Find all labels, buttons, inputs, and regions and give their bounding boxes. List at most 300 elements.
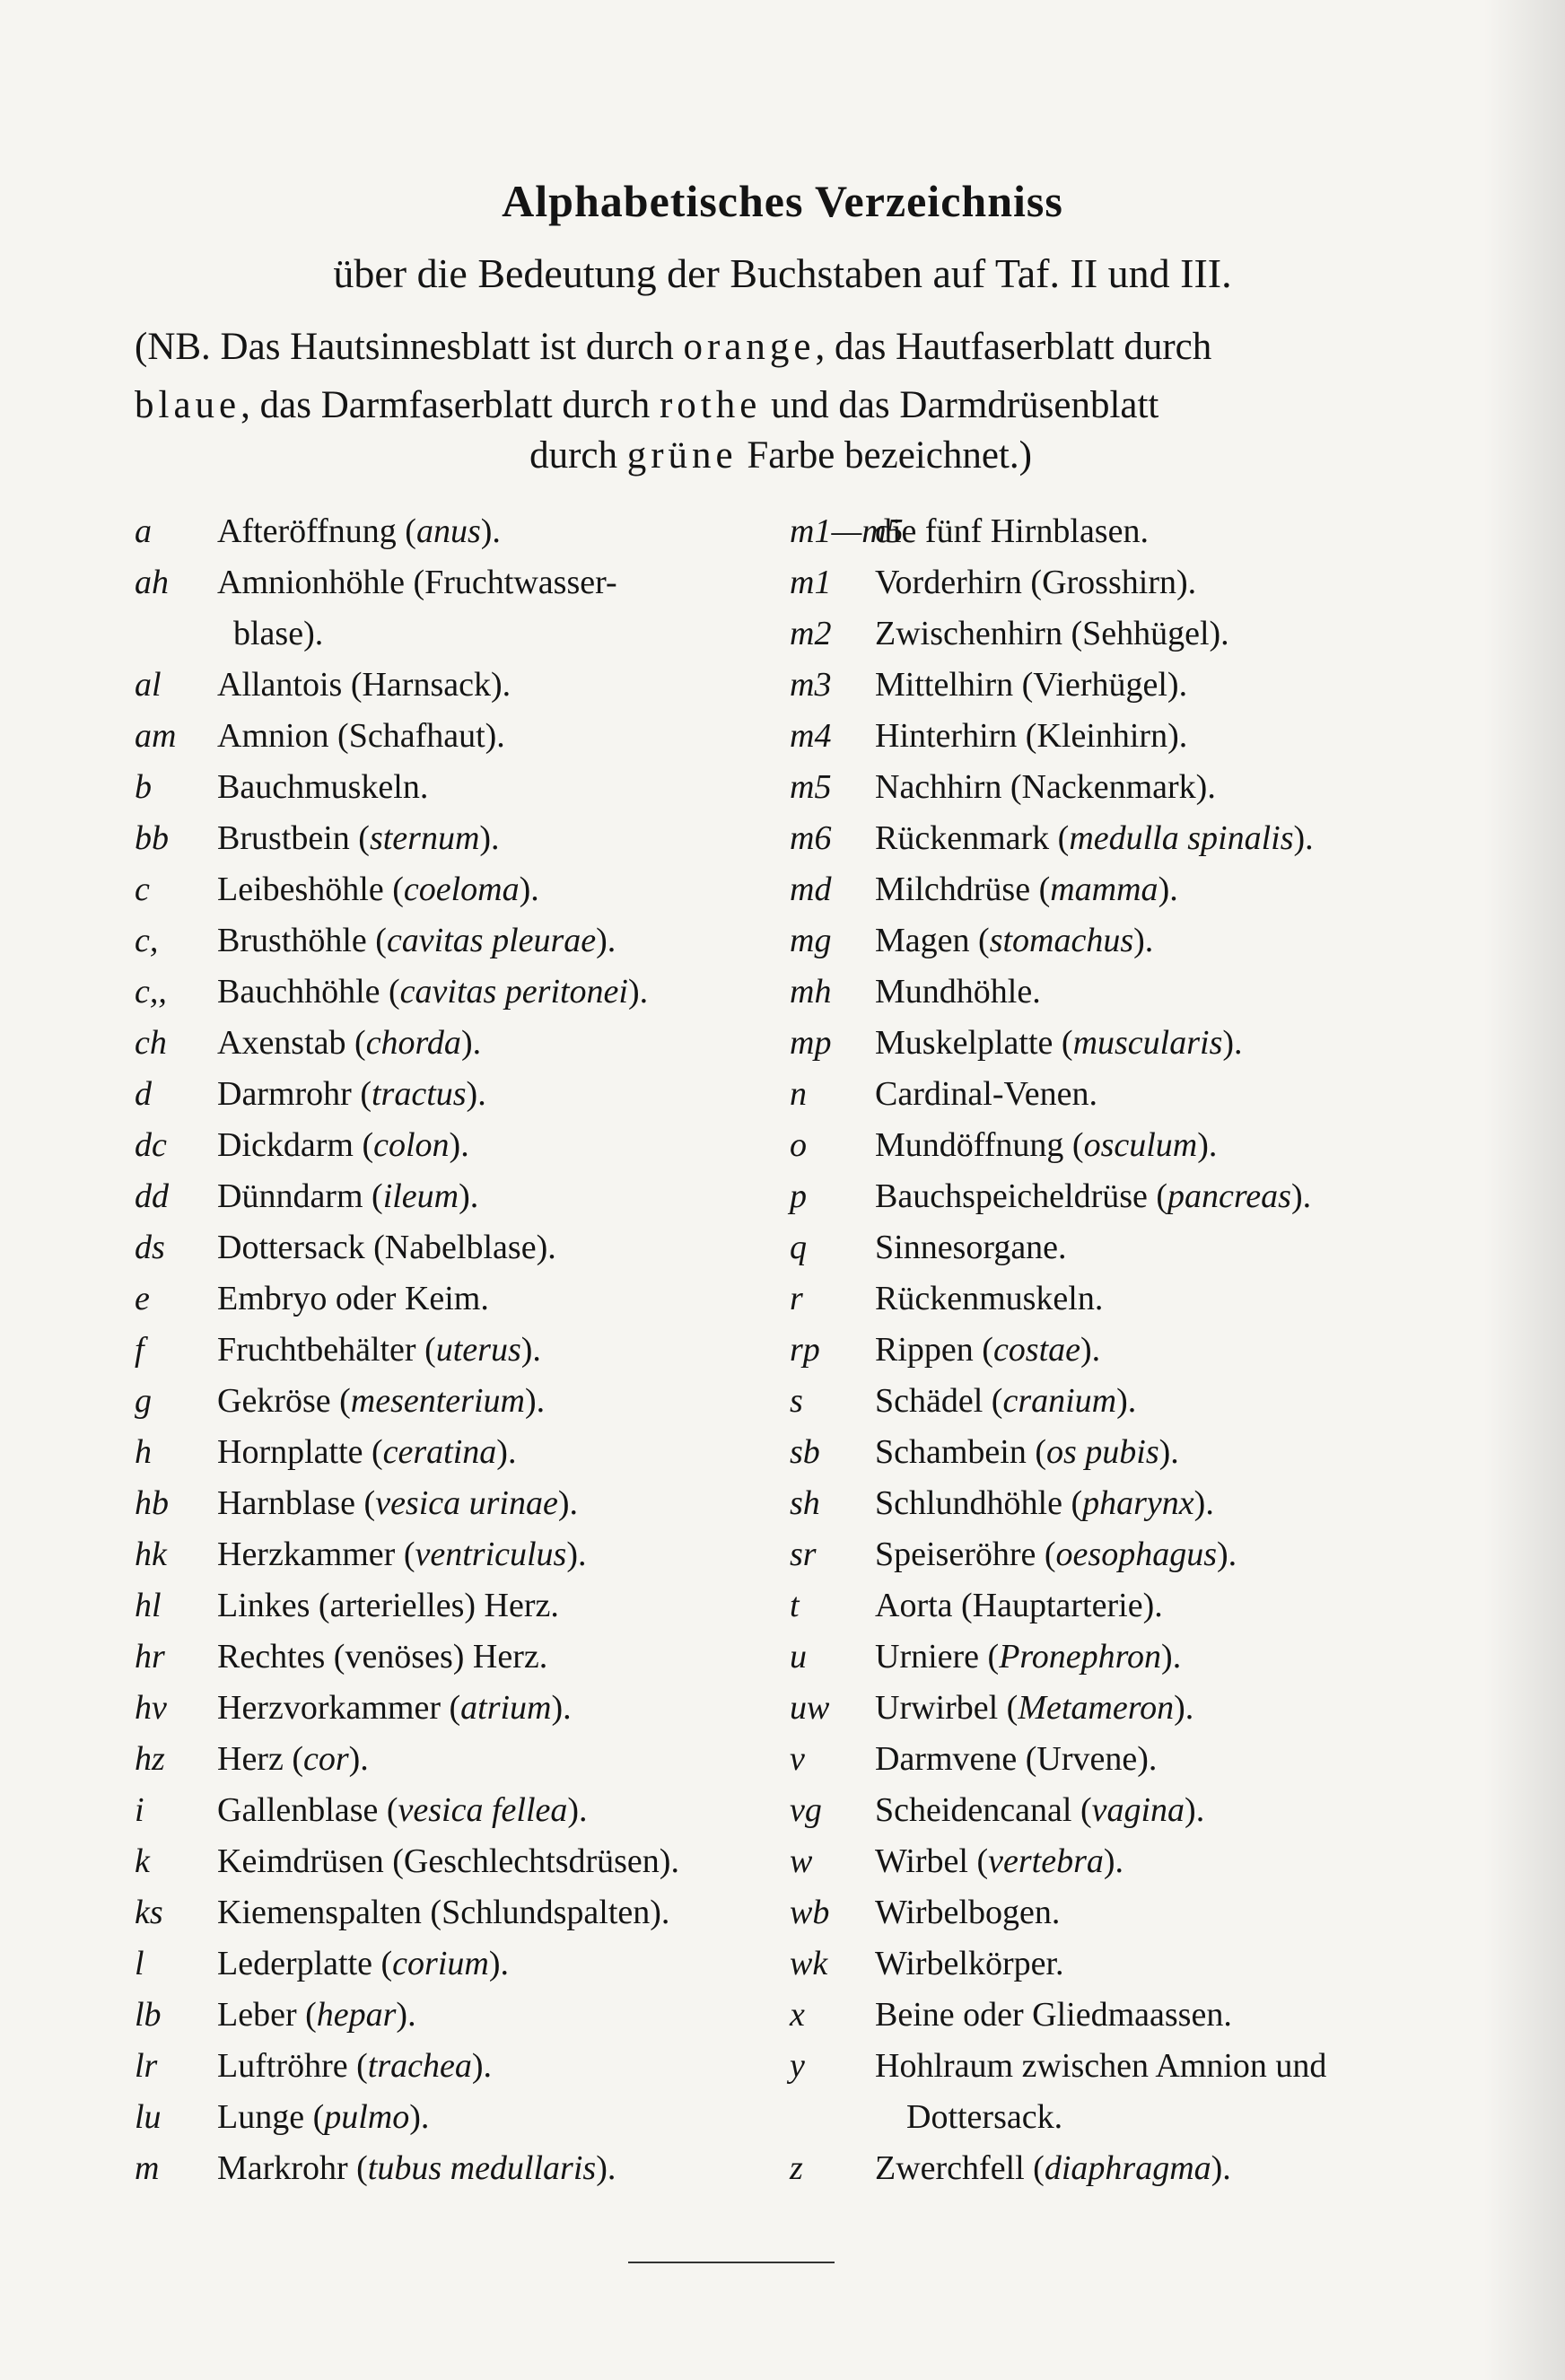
legend-symbol: z <box>790 2149 803 2187</box>
legend-term <box>875 921 1153 960</box>
legend-term <box>217 1177 478 1216</box>
legend-term <box>217 1483 578 1523</box>
legend-term <box>217 1842 679 1881</box>
legend-entry <box>135 1330 781 1381</box>
latin-name: mesenterium <box>350 1382 525 1420</box>
latin-name: vagina <box>1091 1791 1185 1829</box>
latin-name: vesica urinae <box>375 1484 558 1522</box>
latin-name: vesica fellea <box>398 1791 568 1829</box>
legend-term <box>875 1381 1136 1421</box>
term-text: Vorderhirn (Grosshirn). <box>875 564 1197 601</box>
legend-entry <box>135 1535 781 1586</box>
legend-term <box>875 1995 1232 2034</box>
legend-symbol: mp <box>790 1024 832 1062</box>
legend-entry <box>790 1432 1436 1483</box>
legend-entry <box>135 818 781 870</box>
latin-name: costae <box>992 1331 1081 1369</box>
legend-entry <box>790 1177 1436 1228</box>
color-note-line-1 <box>135 325 1427 369</box>
legend-term <box>875 1074 1097 1114</box>
page-title: Alphabetisches Verzeichniss <box>502 176 1063 226</box>
term-end: ). <box>466 1075 486 1113</box>
legend-term <box>875 1535 1237 1574</box>
note-text: (NB. Das Hautsinnesblatt ist durch <box>135 326 684 368</box>
term-text: Schambein ( <box>875 1433 1047 1471</box>
latin-name: chorda <box>365 1024 461 1062</box>
legend-symbol: g <box>135 1382 152 1420</box>
legend-symbol: n <box>790 1075 807 1113</box>
legend-symbol: ch <box>135 1024 167 1062</box>
legend-entry <box>790 1279 1436 1330</box>
legend-symbol: mh <box>790 973 832 1011</box>
term-end: ). <box>1174 1689 1194 1727</box>
legend-term <box>875 2148 1231 2188</box>
legend-entry <box>790 1125 1436 1177</box>
legend-symbol: hv <box>135 1689 167 1727</box>
term-end: ). <box>1197 1126 1218 1164</box>
legend-entry <box>790 921 1436 972</box>
legend-term <box>217 1790 588 1830</box>
legend-term <box>217 1637 547 1676</box>
legend-symbol: ks <box>135 1894 163 1931</box>
term-text: Schädel ( <box>875 1382 1003 1420</box>
legend-symbol: c, <box>135 922 159 959</box>
legend-term <box>875 972 1041 1011</box>
legend-term <box>875 716 1187 756</box>
legend-symbol: hr <box>135 1638 165 1676</box>
legend-symbol: t <box>790 1587 800 1624</box>
legend-symbol: p <box>790 1177 807 1215</box>
term-text: Herz ( <box>217 1740 303 1778</box>
legend-entry <box>135 1790 781 1842</box>
latin-name: sternum <box>369 819 480 857</box>
legend-term <box>217 1125 469 1165</box>
term-text: Axenstab ( <box>217 1024 366 1062</box>
legend-entry <box>135 1995 781 2046</box>
legend-entry <box>790 818 1436 870</box>
legend-entry <box>790 1739 1436 1790</box>
legend-symbol: dc <box>135 1126 167 1164</box>
legend-term <box>875 1432 1179 1472</box>
term-text: Beine oder Gliedmaassen. <box>875 1996 1232 2034</box>
term-end: ). <box>449 1126 469 1164</box>
term-end: ). <box>1080 1331 1101 1369</box>
legend-term <box>217 1228 556 1267</box>
legend-entry <box>135 767 781 818</box>
legend-entry <box>790 1023 1436 1074</box>
legend-symbol: b <box>135 768 152 806</box>
latin-name: tubus medullaris <box>367 2149 597 2187</box>
legend-symbol: m2 <box>790 615 832 652</box>
legend-entry <box>135 921 781 972</box>
latin-name: ceratina <box>382 1433 497 1471</box>
term-text: Dünndarm ( <box>217 1177 383 1215</box>
term-text: Amnion (Schafhaut). <box>217 717 505 755</box>
note-color-green: grüne <box>626 434 738 477</box>
term-text: Cardinal-Venen. <box>875 1075 1097 1113</box>
legend-symbol: bb <box>135 819 169 857</box>
latin-name: Metameron <box>1018 1689 1175 1727</box>
legend-term <box>875 767 1216 807</box>
legend-symbol: hb <box>135 1484 169 1522</box>
legend-symbol: m3 <box>790 666 832 704</box>
term-text: Schlundhöhle ( <box>875 1484 1083 1522</box>
note-text: , das Hautfaserblatt durch <box>815 326 1212 368</box>
term-text: Gallenblase ( <box>217 1791 398 1829</box>
term-text: Allantois (Harnsack). <box>217 666 511 704</box>
latin-name: osculum <box>1083 1126 1198 1164</box>
latin-name: vertebra <box>988 1842 1104 1880</box>
legend-entry <box>135 1842 781 1893</box>
note-text: Farbe bezeichnet.) <box>737 434 1032 477</box>
term-text: Aorta (Hauptarterie). <box>875 1587 1163 1624</box>
legend-term <box>875 512 1149 551</box>
legend-symbol: hz <box>135 1740 165 1778</box>
term-text: Mundhöhle. <box>875 973 1041 1011</box>
legend-term <box>217 716 505 756</box>
term-end: ). <box>557 1484 579 1522</box>
legend-term <box>217 1023 481 1063</box>
legend-term <box>217 512 501 551</box>
legend-entry <box>790 1842 1436 1893</box>
legend-symbol: m6 <box>790 819 832 857</box>
legend-entry <box>790 1995 1436 2046</box>
latin-name: coeloma <box>403 871 520 908</box>
legend-symbol: q <box>790 1229 807 1266</box>
legend-symbol: a <box>135 512 152 550</box>
legend-symbol: i <box>135 1791 144 1829</box>
legend-entry <box>135 870 781 921</box>
latin-name: corium <box>392 1945 489 1982</box>
legend-entry <box>135 1177 781 1228</box>
legend-term <box>875 818 1314 858</box>
legend-entry <box>135 1228 781 1279</box>
legend-symbol: x <box>790 1996 805 2034</box>
term-text: Zwerchfell ( <box>875 2149 1045 2187</box>
page-edge-shadow <box>1484 0 1565 2380</box>
term-text: Zwischenhirn (Sehhügel). <box>875 615 1229 652</box>
color-note-line-3 <box>135 433 1427 477</box>
term-text: Wirbelkörper. <box>875 1945 1064 1982</box>
term-text: Dickdarm ( <box>217 1126 374 1164</box>
legend-entry <box>135 512 781 563</box>
term-text: Harnblase ( <box>217 1484 376 1522</box>
term-text: Keimdrüsen (Geschlechtsdrüsen). <box>217 1842 679 1880</box>
legend-term <box>875 870 1178 909</box>
term-text: Bauchspeicheldrüse ( <box>875 1177 1168 1215</box>
legend-term <box>875 614 1229 653</box>
term-text: Magen ( <box>875 922 990 959</box>
term-text: Rückenmuskeln. <box>875 1280 1104 1317</box>
legend-entry <box>790 2046 1436 2097</box>
term-end: ). <box>1133 922 1154 959</box>
note-color-red: rothe <box>659 384 762 426</box>
legend-symbol: wb <box>790 1894 830 1931</box>
legend-term <box>217 1893 669 1932</box>
term-end: ). <box>348 1740 369 1778</box>
term-end: ). <box>566 1536 587 1573</box>
legend-symbol: y <box>790 2047 805 2085</box>
legend-entry <box>790 512 1436 563</box>
legend-entry <box>135 1381 781 1432</box>
latin-name: anus <box>415 512 481 550</box>
term-end: ). <box>551 1689 572 1727</box>
term-text: Rückenmark ( <box>875 819 1070 857</box>
term-text: Leibeshöhle ( <box>217 871 404 908</box>
legend-term <box>217 1535 587 1574</box>
term-end: ). <box>1193 1484 1214 1522</box>
legend-term <box>217 2148 616 2188</box>
legend-entry <box>790 563 1436 614</box>
legend-symbol: mg <box>790 922 832 959</box>
latin-name: ileum <box>382 1177 459 1215</box>
term-text: Muskelplatte ( <box>875 1024 1073 1062</box>
term-end: ). <box>1158 1433 1179 1471</box>
legend-term <box>217 1330 541 1369</box>
latin-name: pulmo <box>324 2098 410 2136</box>
latin-name: muscularis <box>1072 1024 1223 1062</box>
term-text: Bauchmuskeln. <box>217 768 429 806</box>
term-text: Hinterhirn (Kleinhirn). <box>875 717 1188 755</box>
legend-entry <box>790 1944 1436 1995</box>
legend-symbol: rp <box>790 1331 820 1369</box>
legend-entry <box>790 665 1436 716</box>
legend-term <box>217 818 500 858</box>
term-text: Mundöffnung ( <box>875 1126 1084 1164</box>
term-text: Rippen ( <box>875 1331 993 1369</box>
legend-symbol: wk <box>790 1945 828 1982</box>
legend-entry <box>790 1330 1436 1381</box>
legend-symbol: k <box>135 1842 150 1880</box>
legend-term <box>217 1688 572 1728</box>
legend-entry <box>790 767 1436 818</box>
legend-entry <box>135 1586 781 1637</box>
legend-entry <box>790 1790 1436 1842</box>
legend-term <box>875 1023 1243 1063</box>
legend-symbol: d <box>135 1075 152 1113</box>
note-text: , das Darmfaserblatt durch <box>240 384 660 426</box>
term-text: Embryo oder Keim. <box>217 1280 489 1317</box>
legend-term <box>217 767 428 807</box>
term-text: Bauchhöhle ( <box>217 973 400 1011</box>
latin-name: cor <box>302 1740 349 1778</box>
term-text: Dottersack (Nabelblase). <box>217 1229 556 1266</box>
legend-entry <box>790 1893 1436 1944</box>
legend-entry <box>790 2148 1436 2200</box>
term-end: ). <box>1103 1842 1124 1880</box>
legend-entry <box>790 1074 1436 1125</box>
term-end: ). <box>459 1177 479 1215</box>
term-text: blase). <box>233 615 324 652</box>
term-text: Brusthöhle ( <box>217 922 387 959</box>
legend-term <box>875 1228 1067 1267</box>
term-end: ). <box>524 1382 546 1420</box>
legend-symbol: e <box>135 1280 150 1317</box>
legend-entry <box>135 1637 781 1688</box>
legend-term <box>233 614 323 653</box>
legend-symbol: m1 <box>790 564 832 601</box>
term-text: die fünf Hirnblasen. <box>875 512 1149 550</box>
legend-term <box>875 1177 1311 1216</box>
term-text: Gekröse ( <box>217 1382 351 1420</box>
legend-symbol: m5 <box>790 768 832 806</box>
legend-entry <box>790 1483 1436 1535</box>
term-end: ). <box>596 922 616 959</box>
legend-term <box>217 2097 429 2137</box>
term-text: Wirbel ( <box>875 1842 989 1880</box>
legend-entry <box>135 614 781 665</box>
legend-column-right <box>790 512 1436 2200</box>
legend-term <box>875 1586 1163 1625</box>
legend-term <box>217 563 617 602</box>
term-end: ). <box>519 871 539 908</box>
legend-symbol: h <box>135 1433 152 1471</box>
term-text: Linkes (arterielles) Herz. <box>217 1587 559 1624</box>
legend-term <box>217 870 539 909</box>
term-end: ). <box>471 2047 492 2085</box>
color-note-line-2 <box>135 383 1427 427</box>
legend-term <box>875 1842 1123 1881</box>
latin-name: stomachus <box>989 922 1134 959</box>
term-text: Herzvorkammer ( <box>217 1689 461 1727</box>
term-text: Fruchtbehälter ( <box>217 1331 436 1369</box>
legend-term <box>217 1586 559 1625</box>
term-text: Herzkammer ( <box>217 1536 415 1573</box>
legend-entry <box>135 1893 781 1944</box>
legend-term <box>875 665 1187 704</box>
term-end: ). <box>567 1791 588 1829</box>
legend-entry <box>790 1228 1436 1279</box>
term-text: Scheidencanal ( <box>875 1791 1092 1829</box>
legend-entry <box>790 972 1436 1023</box>
term-end: ). <box>596 2149 616 2187</box>
legend-entry <box>790 870 1436 921</box>
legend-symbol: s <box>790 1382 803 1420</box>
term-end: ). <box>1211 2149 1231 2187</box>
term-end: ). <box>480 512 501 550</box>
legend-term <box>875 1688 1193 1728</box>
term-end: ). <box>1217 1536 1237 1573</box>
latin-name: pancreas <box>1167 1177 1291 1215</box>
term-text: Amnionhöhle (Fruchtwasser- <box>217 564 617 601</box>
latin-name: cavitas peritonei <box>399 973 628 1011</box>
legend-symbol: u <box>790 1638 807 1676</box>
footer-rule <box>628 2262 835 2263</box>
legend-column-left <box>135 512 781 2200</box>
legend-entry <box>135 1739 781 1790</box>
legend-entry <box>790 1586 1436 1637</box>
term-end: ). <box>1161 1638 1182 1676</box>
latin-name: medulla spinalis <box>1069 819 1294 857</box>
term-end: ). <box>1158 871 1178 908</box>
term-text: Afteröffnung ( <box>217 512 416 550</box>
legend-entry <box>135 2046 781 2097</box>
legend-entry <box>135 1125 781 1177</box>
latin-name: Pronephron <box>999 1638 1162 1676</box>
legend-term <box>217 1074 486 1114</box>
term-end: ). <box>460 1024 482 1062</box>
legend-term <box>217 1432 516 1472</box>
term-end: ). <box>409 2098 430 2136</box>
legend-entry <box>135 716 781 767</box>
legend-term <box>875 1790 1204 1830</box>
term-text: Darmvene (Urvene). <box>875 1740 1158 1778</box>
legend-term <box>217 1944 509 1983</box>
term-text: Mittelhirn (Vierhügel). <box>875 666 1188 704</box>
legend-term <box>217 665 511 704</box>
legend-entry <box>135 563 781 614</box>
legend-symbol: md <box>790 871 832 908</box>
term-text: Wirbelbogen. <box>875 1894 1061 1931</box>
latin-name: diaphragma <box>1044 2149 1211 2187</box>
legend-entry <box>135 2148 781 2200</box>
term-end: ). <box>628 973 649 1011</box>
legend-entry <box>135 1074 781 1125</box>
legend-symbol: r <box>790 1280 803 1317</box>
latin-name: cavitas pleurae <box>386 922 597 959</box>
legend-symbol: c,, <box>135 973 167 1011</box>
legend-entry <box>790 1381 1436 1432</box>
term-end: ). <box>496 1433 517 1471</box>
latin-name: trachea <box>367 2047 472 2085</box>
legend-symbol: m4 <box>790 717 832 755</box>
note-color-blue: blaue <box>135 384 241 426</box>
legend-term <box>906 2097 1062 2137</box>
legend-term <box>217 1739 369 1779</box>
latin-name: os pubis <box>1046 1433 1159 1471</box>
legend-symbol: hk <box>135 1536 167 1573</box>
legend-term <box>875 1125 1217 1165</box>
legend-entry <box>790 716 1436 767</box>
legend-symbol: sb <box>790 1433 820 1471</box>
legend-term <box>875 1739 1157 1779</box>
legend-entry <box>135 972 781 1023</box>
latin-name: mamma <box>1050 871 1158 908</box>
legend-symbol: o <box>790 1126 807 1164</box>
term-text: Luftröhre ( <box>217 2047 368 2085</box>
term-text: Sinnesorgane. <box>875 1229 1067 1266</box>
legend-symbol: uw <box>790 1689 830 1727</box>
legend-term <box>875 1330 1100 1369</box>
term-text: Darmrohr ( <box>217 1075 372 1113</box>
legend-symbol: sr <box>790 1536 817 1573</box>
term-text: Urwirbel ( <box>875 1689 1019 1727</box>
legend-term <box>217 1381 545 1421</box>
latin-name: colon <box>373 1126 450 1164</box>
legend-symbol: hl <box>135 1587 162 1624</box>
legend-term <box>217 921 616 960</box>
legend-term <box>875 1483 1214 1523</box>
legend-symbol: vg <box>790 1791 822 1829</box>
legend-entry <box>135 2097 781 2148</box>
legend-symbol: l <box>135 1945 144 1982</box>
page-subtitle: über die Bedeutung der Buchstaben auf Taf. II und III. <box>333 250 1232 296</box>
latin-name: atrium <box>460 1689 552 1727</box>
legend-symbol: al <box>135 666 162 704</box>
legend-symbol: sh <box>790 1484 820 1522</box>
legend-entry <box>790 1637 1436 1688</box>
note-color-orange: orange <box>683 326 816 368</box>
term-text: Kiemenspalten (Schlundspalten). <box>217 1894 670 1931</box>
term-text: Leber ( <box>217 1996 317 2034</box>
legend-entry <box>135 1023 781 1074</box>
term-end: ). <box>1290 1177 1312 1215</box>
term-text: Urniere ( <box>875 1638 1000 1676</box>
latin-name: uterus <box>435 1331 521 1369</box>
legend-term <box>875 2046 1326 2086</box>
term-end: ). <box>520 1331 541 1369</box>
legend-term <box>875 563 1196 602</box>
